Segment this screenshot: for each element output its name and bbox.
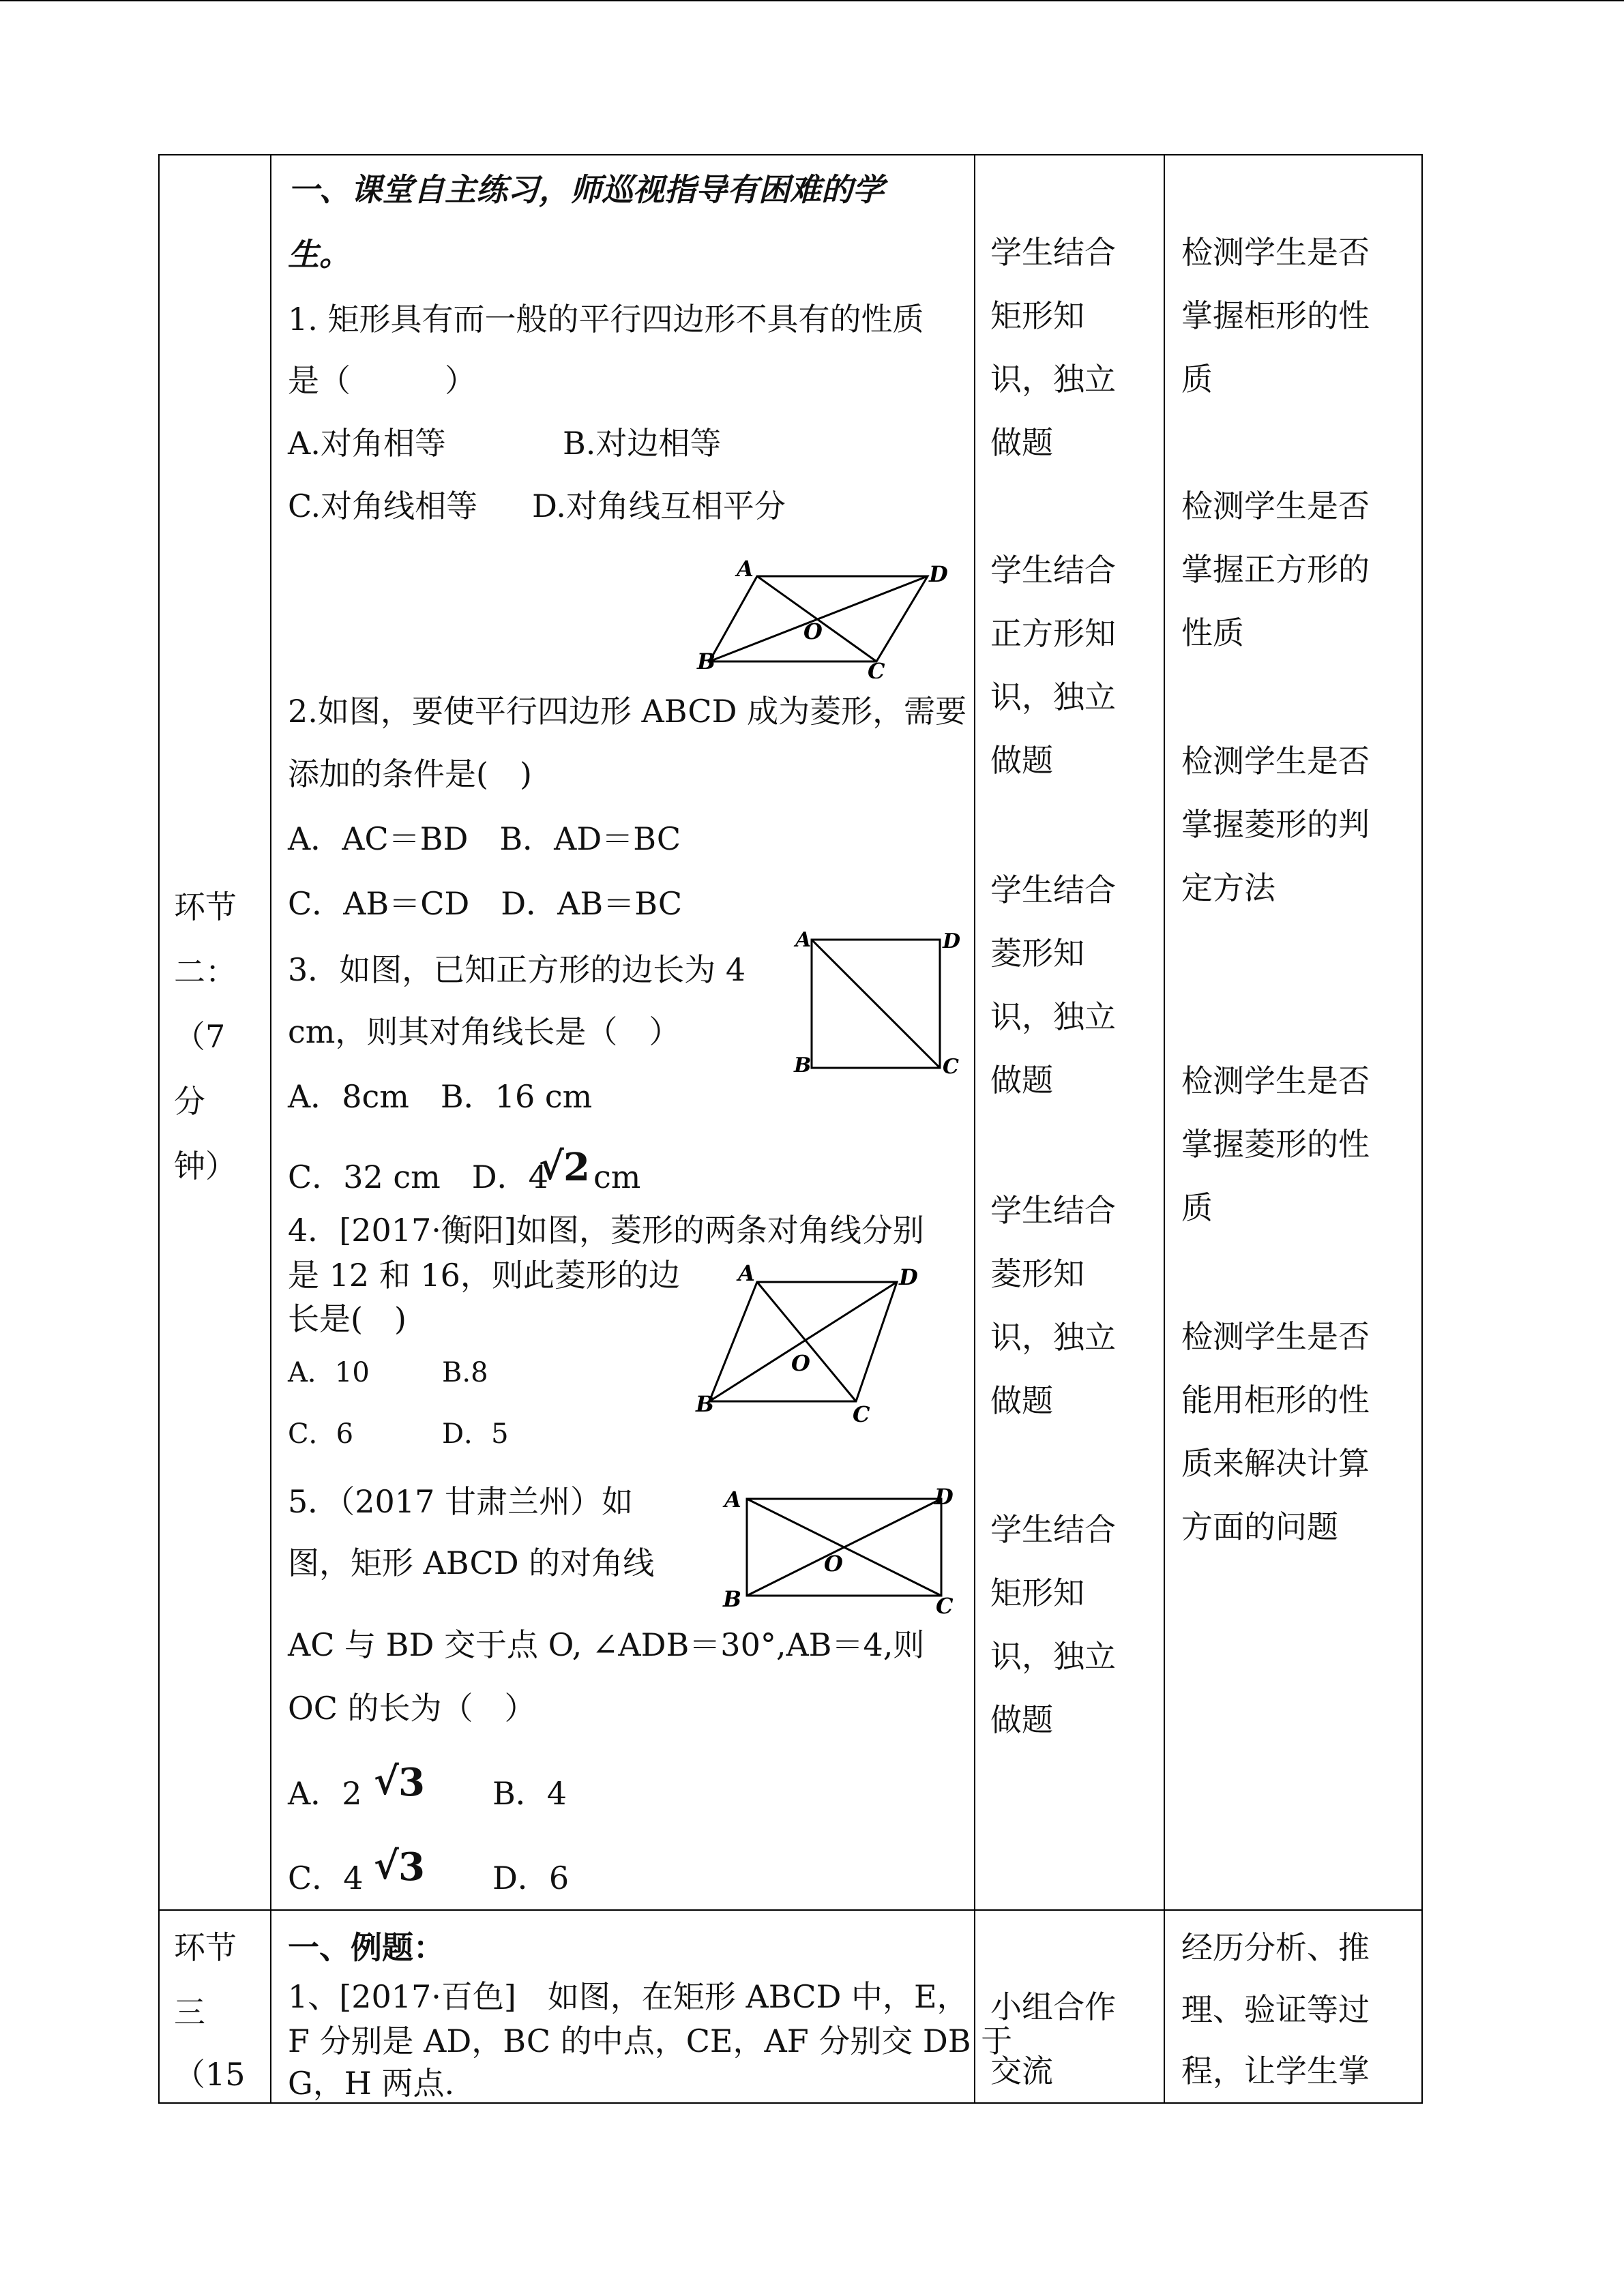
question-1-stem: 1. 矩形具有而一般的平行四边形不具有的性质 — [288, 301, 924, 338]
point-o-label: O — [803, 618, 823, 644]
point-b-label: B — [696, 1391, 715, 1417]
student-activity: 识，独立 — [990, 361, 1116, 398]
unit-label: cm — [593, 1159, 641, 1195]
question-5-stem: 5．（2017 甘肃兰州）如 — [288, 1483, 633, 1520]
column-border — [270, 154, 271, 2104]
point-c-label: C — [853, 1401, 870, 1425]
example-heading: 一、例题： — [288, 1929, 445, 1966]
student-activity: 菱形知 — [990, 935, 1084, 972]
question-1-stem: 是（ ） — [288, 362, 476, 399]
option-c: C．6 — [288, 1418, 354, 1450]
student-activity: 做题 — [990, 742, 1053, 779]
student-activity: 做题 — [990, 424, 1053, 461]
student-activity: 识，独立 — [990, 998, 1116, 1035]
option-c: C.对角线相等 — [288, 488, 478, 524]
point-d-label: D — [943, 929, 961, 953]
sqrt-icon: √ — [374, 1759, 399, 1804]
column-border — [1164, 154, 1165, 2104]
student-activity: 做题 — [990, 1382, 1053, 1419]
label-line: （15 — [174, 2056, 246, 2093]
option-c: C．4 — [288, 1860, 364, 1896]
option-b: B.对边相等 — [563, 425, 722, 462]
exercise-heading: 生。 — [288, 236, 351, 273]
student-activity: 菱形知 — [990, 1255, 1084, 1292]
student-activity: 小组合作 — [990, 1988, 1116, 2025]
label-line: 分 — [174, 1083, 205, 1120]
point-c-label: C — [936, 1593, 954, 1616]
design-purpose: 能用柜形的性 — [1181, 1382, 1370, 1418]
student-activity: 识，独立 — [990, 679, 1116, 715]
option-d: D．5 — [442, 1418, 509, 1450]
point-c-label: C — [868, 658, 885, 679]
option-a: A．10 — [288, 1357, 370, 1388]
question-2-stem: 2.如图，要使平行四边形 ABCD 成为菱形，需要 — [288, 693, 967, 730]
student-activity: 学生结合 — [990, 234, 1116, 271]
student-activity: 做题 — [990, 1701, 1053, 1738]
sqrt-value: 2 — [563, 1145, 590, 1190]
option-d: D．6 — [492, 1860, 570, 1896]
label-line: 二： — [174, 953, 237, 990]
student-activity: 学生结合 — [990, 552, 1116, 588]
page-top-border — [0, 0, 1624, 1]
design-purpose: 性质 — [1181, 614, 1244, 651]
question-3-stem: 3．如图，已知正方形的边长为 4 — [288, 951, 746, 988]
point-b-label: B — [794, 1054, 812, 1077]
column-border — [1421, 154, 1423, 2104]
option-a: A．2 — [288, 1775, 362, 1812]
question-2-stem: 添加的条件是( ) — [288, 756, 532, 792]
example-text: 1、[2017·百色] 如图，在矩形 ABCD 中，E， — [288, 1978, 969, 2015]
student-activity: 交流 — [990, 2053, 1053, 2089]
label-line: 钟） — [174, 1148, 237, 1184]
design-purpose: 理、验证等过 — [1181, 1991, 1370, 2028]
exercise-heading: 一、课堂自主练习，师巡视指导有困难的学 — [288, 171, 884, 208]
point-a-label: A — [724, 1487, 741, 1512]
design-purpose: 检测学生是否 — [1181, 1062, 1370, 1099]
question-3-options: A．8cm B．16 cm — [288, 1078, 593, 1115]
question-5-stem: 图，矩形 ABCD 的对角线 — [288, 1545, 655, 1581]
design-purpose: 检测学生是否 — [1181, 1318, 1370, 1355]
question-4-stem: 是 12 和 16，则此菱形的边 — [288, 1257, 680, 1294]
point-d-label: D — [929, 561, 948, 587]
point-d-label: D — [934, 1484, 954, 1510]
design-purpose: 掌握柜形的性 — [1181, 297, 1370, 334]
column-border — [158, 154, 160, 2104]
design-purpose: 检测学生是否 — [1181, 743, 1370, 779]
student-activity: 矩形知 — [990, 297, 1084, 334]
sqrt-value: 3 — [398, 1760, 425, 1805]
student-activity: 正方形知 — [990, 615, 1116, 652]
point-a-label: A — [737, 556, 754, 582]
example-text: F 分别是 AD，BC 的中点，CE，AF 分别交 DB 于 — [288, 2023, 1013, 2059]
example-text: G，H 两点. — [288, 2065, 455, 2102]
sqrt-icon: √ — [539, 1144, 564, 1189]
parallelogram-figure — [689, 556, 948, 679]
sqrt-value: 3 — [398, 1845, 425, 1890]
student-activity: 矩形知 — [990, 1575, 1084, 1611]
point-o-label: O — [824, 1551, 843, 1577]
option-d: D.对角线互相平分 — [532, 488, 786, 524]
point-b-label: B — [723, 1586, 742, 1612]
table-top-border — [158, 154, 1423, 155]
sqrt-icon: √ — [374, 1843, 399, 1888]
label-line: （7 — [174, 1018, 226, 1055]
design-purpose: 方面的问题 — [1181, 1508, 1338, 1545]
option-b: B.8 — [442, 1357, 488, 1388]
student-activity: 学生结合 — [990, 1192, 1116, 1229]
row-divider — [158, 1909, 1423, 1911]
design-purpose: 质来解决计算 — [1181, 1445, 1370, 1482]
question-2-options: A．AC＝BD B．AD＝BC — [288, 820, 681, 857]
student-activity: 识，独立 — [990, 1319, 1116, 1356]
question-3-options: C．32 cm D．4 — [288, 1159, 548, 1195]
point-b-label: B — [697, 648, 716, 674]
point-a-label: A — [738, 1260, 755, 1286]
question-5-stem: AC 与 BD 交于点 O, ∠ADB＝30°,AB＝4,则 — [288, 1626, 925, 1663]
option-b: B．4 — [492, 1775, 567, 1812]
point-c-label: C — [943, 1055, 959, 1079]
student-activity: 学生结合 — [990, 1511, 1116, 1548]
design-purpose: 掌握正方形的 — [1181, 551, 1370, 588]
student-activity: 学生结合 — [990, 871, 1116, 908]
column-border — [974, 154, 975, 2104]
design-purpose: 经历分析、推 — [1181, 1929, 1370, 1966]
point-d-label: D — [899, 1264, 918, 1290]
question-3-stem: cm，则其对角线长是（ ） — [288, 1013, 681, 1050]
design-purpose: 程，让学生掌 — [1181, 2053, 1370, 2089]
question-2-options: C．AB＝CD D．AB＝BC — [288, 885, 683, 922]
student-activity: 做题 — [990, 1062, 1053, 1099]
design-purpose: 定方法 — [1181, 869, 1275, 906]
rectangle-figure — [716, 1480, 969, 1616]
rhombus-figure — [689, 1255, 948, 1425]
question-5-stem: OC 的长为（ ） — [288, 1690, 536, 1727]
label-line: 环节 — [174, 889, 237, 925]
question-4-stem: 4．[2017·衡阳]如图，菱形的两条对角线分别 — [288, 1212, 924, 1249]
label-line: 环节 — [174, 1929, 237, 1966]
design-purpose: 检测学生是否 — [1181, 488, 1370, 524]
design-purpose: 质 — [1181, 361, 1213, 398]
option-a: A.对角相等 — [288, 425, 446, 462]
square-figure — [784, 927, 969, 1081]
point-a-label: A — [795, 928, 812, 952]
design-purpose: 掌握菱形的性 — [1181, 1126, 1370, 1163]
design-purpose: 掌握菱形的判 — [1181, 806, 1370, 843]
design-purpose: 检测学生是否 — [1181, 234, 1370, 271]
design-purpose: 质 — [1181, 1189, 1213, 1226]
label-line: 三 — [174, 1994, 205, 2031]
point-o-label: O — [791, 1350, 810, 1376]
student-activity: 识，独立 — [990, 1638, 1116, 1675]
question-4-stem: 长是( ) — [288, 1300, 407, 1337]
